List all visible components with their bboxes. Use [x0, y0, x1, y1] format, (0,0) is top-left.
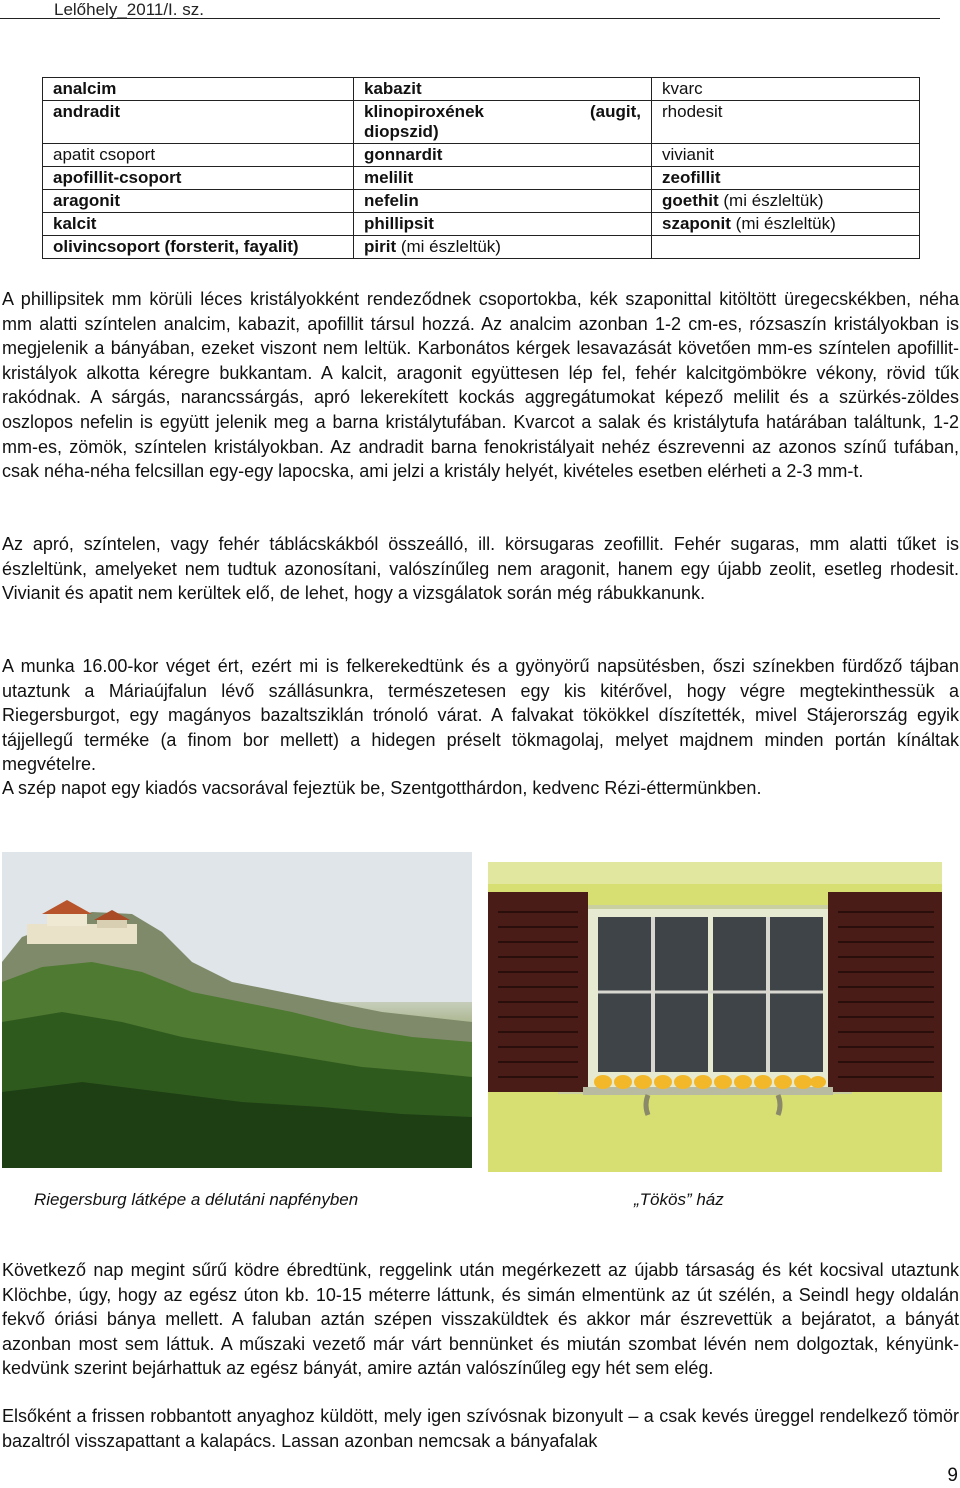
pumpkin-house-illustration	[488, 862, 942, 1172]
page-number: 9	[947, 1465, 958, 1486]
table-row	[43, 144, 920, 167]
table-cell: apatit csoport	[43, 144, 354, 167]
table-cell: analcim	[43, 78, 354, 101]
paragraph-next-day: Következő nap megint sűrű ködre ébredtünk, reggelink után megérkezett az újabb társaság és két kocsival utaztunk Klöchbe, úgy, hogy az egész úton kb. 10-15 méterre láttunk, és simán elmentünk az út szélén, a Seindl hegy oldalán fekvő óriási bánya mellett. A faluban aztán szépen visszaküldtek és akkor már észrevettük a bejáratot, a bányát azonban most sem láttuk. A műszaki vezető már várt bennünket és miután szombat lévén nem dolgoztak, kényünk-kedvünk szerint bejárhattuk az egész bányát, amire aztán valószínűleg egy hét sem elég.	[2, 1260, 959, 1379]
table-cell: vivianit	[652, 144, 920, 167]
pumpkin-house-photo	[488, 862, 942, 1172]
table-cell: melilit	[354, 167, 652, 190]
table-cell: goethit (mi észleltük)	[652, 190, 920, 213]
table-cell: nefelin	[354, 190, 652, 213]
table-row	[43, 213, 920, 236]
table-cell: zeofillit	[652, 167, 920, 190]
paragraph-zeofillit: Az apró, színtelen, vagy fehér táblácskákból összeálló, ill. körsugaras zeofillit. Fehér sugaras, mm alatti tűket is észleltünk, amelyeket nem tudtuk azonosítani, valószínűleg nem aragonit, hanem egy újabb zeolit, esetleg rhodesit. Vivianit és apatit nem kerültek elő, de lehet, hogy a vizsgálatok során még rábukkanunk.	[2, 534, 959, 604]
table-cell: apofillit-csoport	[43, 167, 354, 190]
table-cell	[652, 236, 920, 259]
table-cell: rhodesit	[652, 101, 920, 144]
paragraph-dinner: A szép napot egy kiadós vacsorával fejeztük be, Szentgotthárdon, kedvenc Rézi-éttermünkben.	[2, 778, 762, 798]
table-cell: kabazit	[354, 78, 652, 101]
table-row	[43, 190, 920, 213]
table-cell: kalcit	[43, 213, 354, 236]
table-cell: kvarc	[652, 78, 920, 101]
caption-riegersburg: Riegersburg látképe a délutáni napfényben	[34, 1190, 359, 1209]
table-cell: szaponit (mi észleltük)	[652, 213, 920, 236]
table-row	[43, 236, 920, 259]
riegersburg-photo	[2, 852, 472, 1168]
table-row	[43, 167, 920, 190]
riegersburg-illustration	[2, 852, 472, 1168]
paragraph-first: Elsőként a frissen robbantott anyaghoz küldött, mely igen szívósnak bizonyult – a csak kevés üreggel rendelkező tömör bazaltról visszapattant a kalapács. Lassan azonban nemcsak a bányafalak	[2, 1406, 959, 1451]
table-cell: andradit	[43, 101, 354, 144]
paragraph-journey: A munka 16.00-kor véget ért, ezért mi is felkerekedtünk és a gyönyörű napsütésben, őszi színekben fürdőző tájban utaztunk a Máriaújfalun lévő szállásunkra, természetesen egy kis kitérővel, hogy végre megtekinthessük a Riegersburgot, egy magányos bazaltsziklán trónoló várat. A falvakat tökökkel díszítették, mivel Stájerország egyik tájjellegű terméke (a finom bor mellett) a hidegen préselt tökmagolaj, melyet majdnem minden portán kínáltak megvételre.	[2, 656, 959, 775]
mineral-table	[42, 77, 920, 259]
table-cell: olivincsoport (forsterit, fayalit)	[43, 236, 354, 259]
table-cell: aragonit	[43, 190, 354, 213]
table-row	[43, 101, 920, 144]
table-cell: klinopiroxének (augit, diopszid)	[354, 101, 652, 144]
table-cell: gonnardit	[354, 144, 652, 167]
table-cell: phillipsit	[354, 213, 652, 236]
header-title: Lelőhely_2011/I. sz.	[54, 0, 204, 19]
paragraph-minerals: A phillipsitek mm körüli léces kristályokként rendeződnek csoportokba, kék szaponittal kitöltött üregecskékben, néha mm alatti színtelen analcim, kabazit, apofillit társul hozzá. Az analcim azonban 1-2 cm-es, rózsaszín kristályokban is megjelenik a bányában, ezeket viszont nem leltük. Karbonátos kérgek lesavazását követően mm-es színtelen apofillit-kristályok alkotta kéregre bukkantam. A kalcit, aragonit együttesen lép fel, fehér kalcitgömbökre vékony, rövid tűk rakódnak. A sárgás, narancssárgás, apró lekerekített kockás aggregátumokat képező melilit és a szürkés-zöldes oszlopos nefelin is együtt jelenik meg a barna kristálytufában. Kvarcot a salak és kristálytufa határában találtunk, 1-2 mm-es, zömök, színtelen kristályokban. Az andradit barna fenokristályait nehéz észrevenni az azonos színű tufában, csak néha-néha felcsillan egy-egy lapocska, ami jelzi a kristály helyét, kivételes esetben elérheti a 2-3 mm-t.	[2, 289, 959, 482]
page-header	[0, 0, 940, 19]
table-row	[43, 78, 920, 101]
table-cell: pirit (mi észleltük)	[354, 236, 652, 259]
caption-pumpkin-house: „Tökös” ház	[634, 1190, 724, 1209]
